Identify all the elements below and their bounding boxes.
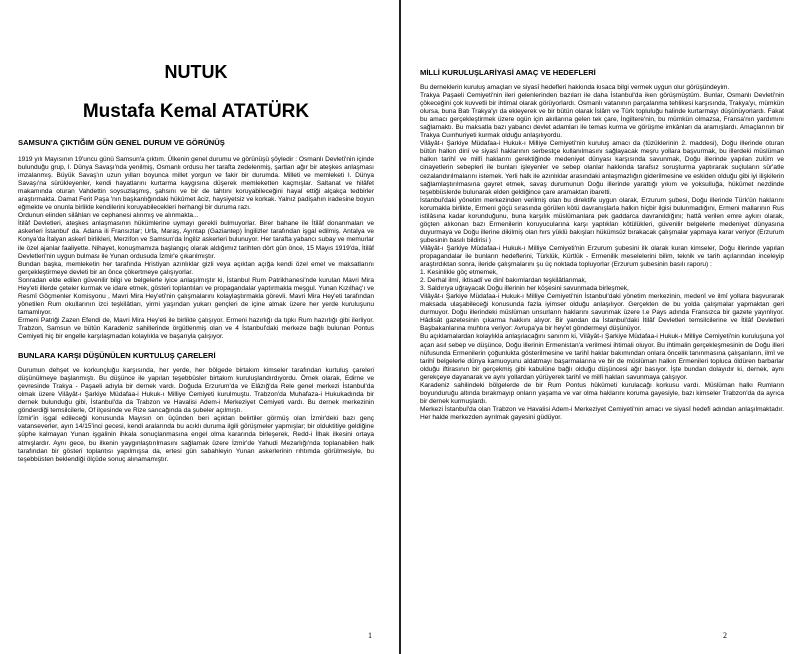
right-page xyxy=(406,0,800,654)
paragraph: Sonradan elde edilen güvenilir bilgi ve belgelerle iyice anlaşılmıştır ki, İstanbul Rum Patrikhanesi'nde kurulan Mavri Mira Hey'eti illerde çeteler kurmak ve idare etmek, gösteri toplantıları ve propagandalar yaptırmakla meşgul. Yunan Kızılhaç'ı ve Resmî Göçmenler Komisyonu , Mavri Mira Hey'eti'nin çalışmalarını kolaylaştırmakla görevli. Mavri Mira Hey'eti tarafından yönetilen Rum okullarının izci teşkilâtları, yirmi yaşından yukarı gençleri de içine almak üzere her yerde kuruluşunu tamamlıyor. xyxy=(18,276,374,316)
paragraph: Ermeni Patriği Zazen Efendi de, Mavri Mira Hey'eti ile birlikte çalışıyor. Ermeni hazırlığı da tıpkı Rum hazırlığı gibi ilerliyor. Trabzon, Samsun ve bütün Karadeniz sahillerinde örgütlenmiş olan ve 4 İstanbul'daki merkeze bağlı bulunan Pontus Cemiyeti hiç bir engelle karşılaşmadan kolaylıkla ve başarıyla çalışıyor. xyxy=(18,316,374,341)
page-number: 1 xyxy=(368,631,372,640)
paragraph: Vilâyât-ı Şarkiye Müdafaa-i Hukuk-ı Milliye Cemiyeti'nin İstanbul'daki yönetim merkezinin, medenî ve ilmî yollara başvurarak maksada ulaşabileceği konusunda fazla iyimser olduğu anlaşılıyor. Gerçekten de bu yolda çalışmalar yapmaktan geri durmuyor. Doğu illerindeki müslüman unsurların haklarını savunmak üzere I.e Pays adında Fransızca bir gazete yayınlıyor. Hâdisât gazetesinin çıkarma hakkını alıyor. Bir yandan da İstanbul'daki İtilâf Devletleri temsilcilerine ve İtilâf Devletleri Başbakanlarına muhtıra veriyor: Avrupa'ya bir hey'et göndermeyi düşünüyor. xyxy=(420,293,784,333)
paragraph: İstanbul'daki yönetim merkezinden verilmiş olan bu direktife uygun olarak, Erzurum şubesi, Doğu illerinde Türk'ün haklarını korumakla birlikte, Ermeni göçü sırasında görülen kötü davranışlarla halkın hiçbir ilgisi bulunmadığını, Ermeni mallarının Rus istilâsına kadar korunduğunu, buna karşılık müslümanlara pek gaddarca davranıldığını; hattâ verilen emre aykırı olarak, göçten alıkonan bazı Ermenilerin koruyucularına karşı yaptıkları kötülükleri, güvenilir belgelerle medeniyet dünyasına duyurmaya ve Doğu illerine dikilmiş olan hırs yüklü bakışları hükümsüz bırakacak çalışmalar yapmaya karar veriyor (Erzurum şubesinin basılı bildirisi ) xyxy=(420,196,784,244)
paragraph: Bundan başka, memleketin her tarafında Hristiyan azınlıklar gizli veya açıktan açığa kendi özel emel ve maksatlarını gerçekleştirmeye devleti bir an önce çökertmeye çalışıyorlar. xyxy=(18,260,374,276)
author-name: Mustafa Kemal ATATÜRK xyxy=(82,101,310,122)
paragraph: Bu açıklamalardan kolaylıkla anlaşılacağını sanırım ki, Vilâyât-ı Şarkiye Müdafaa-i Hukuk-ı Milliye Cemiyeti'nin kuruluşuna yol açan asıl sebep ve düşünce, Doğu illerinin Ermenistan'a verilmesi ihtimali oluyor. Bu ihtimalin gerçekleşmesinin de Doğu illeri nüfusunda Ermenilerin çoğunlukta gösterilmesine ve tarihî haklar bakımından onlara öncelik tanınmasına çalışanların, ilmî ve tarihî belgelerle dünya kamuoyunu aldatmayı başarmalarına ve bir de müslüman halkın Ermenileri topluca öldüren barbarlar olduğu iftirasının bir gerçekmiş gibi kabulüne bağlı olduğu düşüncesi ağır basıyor. İşte bundan dolayıdır ki, dernek, aynı gerekçeye dayanarak ve aynı yollardan yürüyerek tarihî ve millî hakları savunmaya çalışıyor. xyxy=(420,333,784,381)
paragraph: Durumun dehşet ve korkunçluğu karşısında, her yerde, her bölgede birtakım kimseler tarafından kurtuluş çareleri düşünülmeye başlanmıştı. Bu düşünce ile yapılan teşebbüsler birtakım kuruluşlandırdıyordu. Örnek olarak, Edirne ve çevresinde Trakya - Paşaeli adıyla bir dernek vardı. Doğuda Erzurum'da ve Elâzığ'da Rele genel merkezi İstanbul'da olmak üzere Vilâyât-ı Şarkiye Müdafaa-i Hukuk-ı Milliye Cemiyeti kurulmuştu. Trabzon'da Muhafaza-i Hukukadında bir dernek bulunduğu gibi, İstanbul'da da Trabzon ve Havalisi Adem-i Merkeziyet Cemiyeti vardı. Bu dernek merkezinin gönderdiği temsilcilerle, Of ilçesinde ve Rize sancağında da şubeler açılmıştı. xyxy=(18,367,374,415)
paragraph: İtilâf Devletleri, ateşkes anlaşmasının hükümlerine uymayı gerekli bulmuyorlar. Birer bahane ile İtilâf donanmaları ve askerleri İstanbul' da. Adana ili Fransızlar; Urfa, Maraş, Ayıntap (Gaziantep) İngilizler tarafından işgal edilmiş. Antalya ve Konya'da İtalyan askerî birlikleri, Merzifon ve Samsun'da İngiliz askerleri bulunuyor. Her tarafta yabancı subay ve memurlar ile özel ajanlar faaliyette. Nihayet, konuşmamıza başlangıç olarak aldığımız tarihten dört gün önce, 15 Mayıs 1919'da, İtilâf Devletleri'nin uygun bulması ile Yunan ordusuda İzmir'e çıkarılmıştır. xyxy=(18,220,374,260)
paragraph: 1919 yılı Mayısının 19'uncu günü Samsun'a çıktım. Ülkenin genel durumu ve görünüşü şöyledir : Osmanlı Devleti'nin içinde bulunduğu grup, I. Dünya Savaşı'nda yenilmiş, Osmanlı ordusu her tarafta zedelenmiş, şartları ağır bir ateşkes anlaşması imzalanmış. Büyük Savaş'ın uzun yılları boyunca millet yorgun ve fakir bir durumda. Milleti ve memleketi I. Dünya Savaşı'na sürükleyenler, kendi hayatlarını kurtarma kaygısına düşerek memleketten kaçmışlar. Saltanat ve hilâfet makamında oturan Vahdettin soysuzlaşmış, şahsını ve bir de tahtını koruyabileceğini hayal ettiği alçakça tedbirler araştırmakta. Damat Ferit Paşa 'nın başkanlığındaki hükûmet âciz, haysiyetsiz ve korkak. Yalnız padişahın iradesine boyun eğmekte ve onunla birlikte kendilerini koruyabilecekleri herhangi bir duruma razı. xyxy=(18,156,375,212)
document-title: NUTUK xyxy=(164,62,228,82)
paragraph: Karadeniz sahilindeki bölgelerde de bir Rum Pontus hükûmeti kurulacağı korkusu vardı. Müslüman halkı Rumların boyunduruğu altında bırakmayıp onların yaşama ve var olma haklarını koruma gayesiyle, bazı kimseler Trabzon'da da ayrıca bir dernek kurmuşlardı. xyxy=(420,381,784,405)
list-item: 3. Saldırıya uğrayacak Doğu illerinin her köşesini savunmada birleşmek, xyxy=(420,285,629,293)
paragraph: Merkezi İstanbul'da olan Trabzon ve Havalisi Adem-i Merkeziyet Cemiyeti'nin amacı ve siyasî hedefi adından anlaşılmaktadır. Her halde merkezden ayrılmak gayesini güdüyor. xyxy=(420,405,784,421)
paragraph: Ordunun elinden silâhları ve cephanesi alınmış ve alınmakta... xyxy=(18,212,199,220)
paragraph: Vilâyât-ı Şarkiye Müdafaa-i Hukuk-ı Milliye Cemiyeti'nin kuruluş amacı da (tüzüklerinin 2. maddesi), Doğu illerinde oturan bütün halkın dinî ve siyasî haklarının serbestçe kullanılmasını sağlayacak meşru yollara başvurmak, bu illerdeki müslüman halkın tarihî ve millî haklarını gerektiğinde medeniyet dünyası karşısında savunmak, Doğu illerinde yapılan zulüm ve cinayetlerin sebepleri ile bunları işleyenler ve sebep olanlar hakkında tarafsız soruşturma yaptırarak suçluların sür'atle cezalandırılmalarını istemek. Yerli halk ile azınlıklar arasındaki anlaşmazlığın giderilmesine ve eskiden olduğu gibi iyi ilişkilerin sağlamlaştırılmasına gayret etmek, savaş durumunun Doğu illerinde yarattığı yıkım ve yoksulluğa, hükûmet nezdinde teşebbüslerde bulunarak elden geldiğince çare aramaktan ibaretti. xyxy=(420,140,784,196)
section-heading-amac: MİLLİ KURULUŞLARİYASİ AMAÇ VE HEDEFLERİ xyxy=(420,68,596,77)
list-item: 1. Kesinlikle göç etmemek, xyxy=(420,269,498,277)
paragraph: Bu derneklerin kuruluş amaçları ve siyasî hedefleri hakkında kısaca bilgi vermek uygun olur görüşündeyim. xyxy=(420,84,730,91)
paragraph: Trakya Paşaeli Cemiyeti'nin ileri gelenlerinden bazıları ile daha İstanbul'da iken görüşmüştüm. Bunlar, Osmanlı Devleti'nin çökeceğini çok kuvvetli bir ihtimal olarak görüyorlardı. Osmanlı vatanının parçalanma tehlikesi karşısında, Trakya'yı, mümkün olursa, buna Batı Trakya'yı da ekleyerek ve bir bütün olarak İslâm ve Türk topluluğu halinde kurtarmayı düşünüyorlardı. Fakat bu amacı gerçekleştirmek üzere ogün için akıllarına gelen tek çare, İngiltere'nin, bu mümkün olmazsa, Fransa'nın yardımını sağlamaktı. Bu maksatla bazı yabancı devlet adamları ile temas kurma ve görüşme imkânları da aramışlardı. Amaçlarının bir Trakya Cuınhuriyeti kurmak olduğu anlaşılıyordu. xyxy=(420,92,784,140)
section-heading-kurtulus: BUNLARA KARŞI DÜŞÜNÜLEN KURTULUŞ ÇARELERİ xyxy=(18,351,216,361)
left-page xyxy=(0,0,394,654)
page-divider xyxy=(399,0,401,654)
paragraph: Vilâyât-ı Şarkiye Müdafaa-i Hukuk-ı Milliye Cemiyeti'nin Erzurum şubesini ilk olarak kuran kimseler, Doğu illerinde yapılan propagandalar ile bunların hedeflerini, Türklük, Kürtlük - Ermenilik meselelerini bilim, teknik ve tarih açılarından inceleyip araştırdıktan sonra, ileride çalışmalarını şu üç noktada topluyorlar (Erzurum şubesinin basılı raporu) : xyxy=(420,244,784,269)
section-heading-samsun: SAMSUN'A ÇIKTIĞIM GÜN GENEL DURUM VE GÖRÜNÜŞ xyxy=(18,138,225,147)
page-number: 2 xyxy=(723,631,727,640)
list-item: 2. Derhal ilmî, iktisadî ve dinî bakımlardan teşkilâtlanmak, xyxy=(420,277,587,285)
paragraph: İzmir'in işgal edileceği konusunda Mayısın on üçünden beri açıktan belirtiler görmüş olan İzmir'deki bazı genç vatanseverler, ayın 14/15'inci gecesi, kendi aralarında bu acıklı duruma ilgili görüşmeler yapmışlar; bir olduktitiye geldiğine şüphe kalmayan Yunan işgalinin ihkala sonuçlanmasına engel olma kararında birleşerek, Redd-i İlhak ilkesini ortaya atmışlardır. Aynı gece, bu ilkenin yaygınlaştırılmasını sağlamak üzere İzmir'de Yahudi Mezarlığı'nda toplanabilen halk tarafından bir gösteri toplantısı yapılmışsa da, ertesi gün sabahleyin Yunan askerlerinin rıhtımda görülmesiyle, bu teşebbüsten beklendiği ölçüde sonuç alınamamıştır. xyxy=(18,415,374,463)
